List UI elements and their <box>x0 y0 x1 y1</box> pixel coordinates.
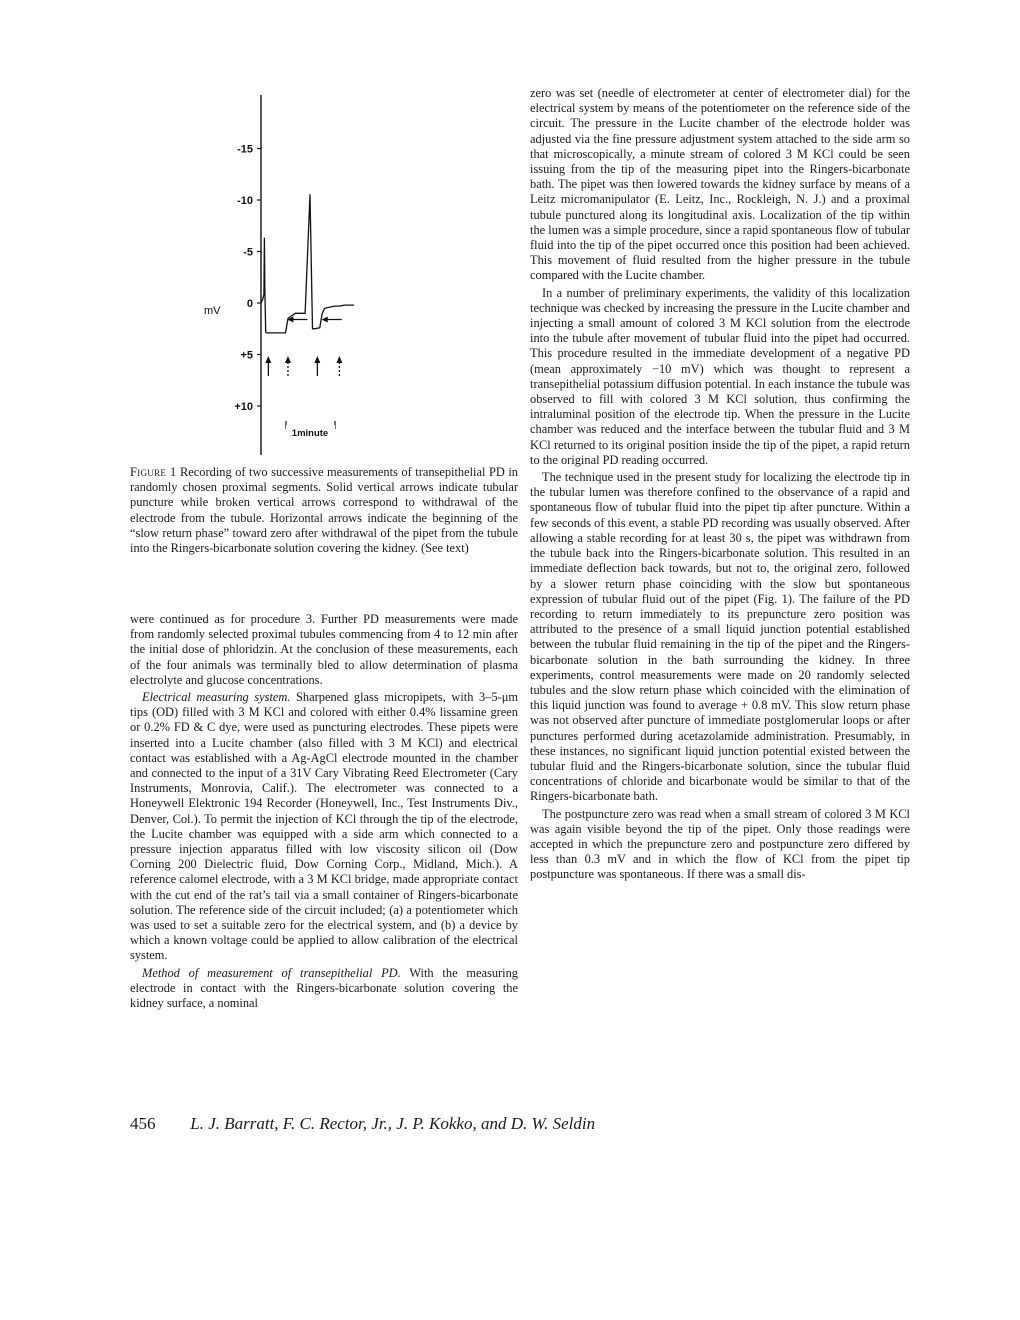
scale-bar-label: 1minute <box>291 428 329 439</box>
paragraph: were continued as for procedure 3. Further PD measurements were made from randomly selected proximal tubules commencing from 4 to 12 min after the initial dose of phloridzin. At the conclusion of these measurements, each of the four animals was terminally bled to allow determination of plasma electrolyte and glucose concentrations. <box>130 612 518 687</box>
page-footer <box>130 1114 830 1134</box>
y-tick-label: +10 <box>234 401 253 413</box>
solid-up-arrow <box>314 356 320 376</box>
right-column <box>530 86 910 885</box>
paragraph-body: With the measuring electrode in contact with the Ringers-bicarbonate solution covering the kidney surface, a nominal <box>130 965 518 1011</box>
left-column <box>130 612 518 1013</box>
pd-trace-line <box>261 195 354 333</box>
pd-recording-chart <box>200 80 460 470</box>
paragraph-body: Sharpened glass micropipets, with 3–5-μm tips (OD) filled with 3 M KCl and colored with either 0.4% lissamine green or 0.2% FD & C dye, were used as puncturing electrodes. These pipets were inserted into a Lucite chamber (also filled with 3 M KCl) and electrical contact was established with a Ag-AgCl electrode mounted in the chamber and connected to the input of a 31V Cary Vibrating Reed Electrometer (Cary Instruments, Monrovia, Calif.). The electrometer was connected to a Honeywell Elektronic 194 Recorder (Honeywell, Inc., Test Instruments Div., Denver, Col.). To permit the injection of KCl through the tip of the electrode, the Lucite chamber was equipped with a side arm which connected to a pressure injection apparatus filled with low viscosity silicon oil (Dow Corning 200 Dielectric fluid, Dow Corning Corp., Midland, Mich.). A reference calomel electrode, with a 3 M KCl bridge, made appropriate contact with the cut end of the rat’s tail via a small container of Ringers-bicarbonate solution. The reference side of the circuit included; (a) a potentiometer which was used to set a suitable zero for the electrical system, and (b) a device by which a known voltage could be applied to allow calibration of the electrical system. <box>130 690 519 963</box>
broken-up-arrow <box>285 356 291 376</box>
section-heading: Electrical measuring system. <box>142 690 291 705</box>
paragraph <box>130 966 518 1012</box>
paragraph: The postpuncture zero was read when a small stream of colored 3 M KCl was again visible beyond the tip of the pipet. Only those readings were accepted in which the prepuncture zero and postpuncture zero differed by less than 0.3 mV and in which the flow of KCl from the pipet tip postpuncture was spontaneous. If there was a small dis- <box>530 806 910 882</box>
horizontal-arrow-markers <box>287 316 341 322</box>
figure-1 <box>200 80 460 470</box>
page-number: 456 <box>130 1114 156 1133</box>
figure-caption <box>130 465 518 556</box>
arrow-markers <box>265 356 342 376</box>
y-tick-label: 0 <box>246 298 253 310</box>
caption-label: Figure 1 <box>130 465 177 479</box>
running-authors: L. J. Barratt, F. C. Rector, Jr., J. P. Kokko, and D. W. Seldin <box>190 1114 596 1133</box>
paragraph: zero was set (needle of electrometer at center of electrometer dial) for the electrical system by means of the potentiometer on the reference side of the circuit. The pressure in the Lucite chamber of the electrode holder was adjusted via the fine pressure adjustment system attached to the side arm so that microscopically, a minute stream of colored 3 M KCl could be seen issuing from the tip of the measuring pipet into the Ringers-bicarbonate bath. The pipet was then lowered towards the kidney surface by means of a Leitz micromanipulator (E. Leitz, Inc., Rockleigh, N. J.) and a proximal tubule punctured along its longitudinal axis. Localization of the tip within the lumen was a simple procedure, since a rapid spontaneous flow of tubular fluid into the tip of the pipet occurred once this position had been achieved. This movement of fluid resulted from the higher pressure in the tubule compared with the Lucite chamber. <box>530 86 910 283</box>
y-axis-label: mV <box>204 305 221 317</box>
broken-up-arrow <box>336 356 342 376</box>
solid-up-arrow <box>265 356 271 376</box>
paragraph: In a number of preliminary experiments, the validity of this localization technique was checked by increasing the pressure in the Lucite chamber and injecting a small amount of colored 3 M KCl solution from the electrode into the tubule after movement of tubular fluid into the pipet had occurred. This procedure resulted in the immediate development of a negative PD (mean approximately −10 mV) which was thought to represent a transepithelial potassium diffusion potential. In each instance the tubule was observed to fill with colored 3 M KCl solution, thus confirming the intraluminal position of the electrode tip. When the pressure in the Lucite chamber was reduced and the interface between the tubular fluid and 3 M KCl returned to its original position inside the tip of the pipet, a rapid return to the original PD reading occurred. <box>530 285 910 467</box>
caption-text: Recording of two successive measurements of transepithelial PD in randomly chosen proximal segments. Solid vertical arrows indicate tubular puncture while broken vertical arrows correspond to withdrawal of the electrode from the tubule. Horizontal arrows indicate the beginning of the “slow return phase” toward zero after withdrawal of the pipet from the tubule into the Ringers-bicarbonate solution covering the kidney. (See text) <box>130 465 518 556</box>
y-tick-label: -10 <box>237 195 253 207</box>
y-tick-label: -5 <box>243 246 253 259</box>
y-tick-label: +5 <box>240 349 253 362</box>
left-arrow <box>322 316 342 322</box>
time-scale-bar <box>286 421 335 441</box>
y-tick-label: -15 <box>237 143 253 156</box>
y-axis-ticks <box>234 144 261 414</box>
section-heading: Method of measurement of transepithelial PD. <box>142 965 401 980</box>
paragraph: The technique used in the present study for localizing the electrode tip in the tubular lumen was therefore confined to the observance of a rapid and spontaneous flow of tubular fluid into the pipet tip after puncture. Within a few seconds of this event, a stable PD recording was usually observed. After allowing a stable recording for at least 30 s, the pipet was withdrawn from the tubule back into the Ringers-bicarbonate solution. This resulted in an immediate deflection back towards, but not to, the original zero, followed by a slower return phase coinciding with the slow but spontaneous expression of tubular fluid out of the pipet (Fig. 1). The failure of the PD recording to return immediately to its prepuncture zero position was attributed to the presence of a small liquid junction potential established between the tubular fluid remaining in the tip of the pipet and the Ringers-bicarbonate solution in the bath surrounding the kidney. In three experiments, control measurements were made on 20 randomly selected tubules and the slow return phase which coincided with the elimination of this liquid junction was found to average + 0.8 mV. This slow return phase was not observed after puncture of immediate postglomerular loops or after punctures performed during acetazolamide administration. Presumably, in these instances, no significant liquid junction potential existed between the tubular fluid and the Ringers-bicarbonate solution, since the tubular fluid concentrations of chloride and bicarbonate would be similar to that of the Ringers-bicarbonate bath. <box>530 470 910 804</box>
paragraph <box>130 690 518 964</box>
